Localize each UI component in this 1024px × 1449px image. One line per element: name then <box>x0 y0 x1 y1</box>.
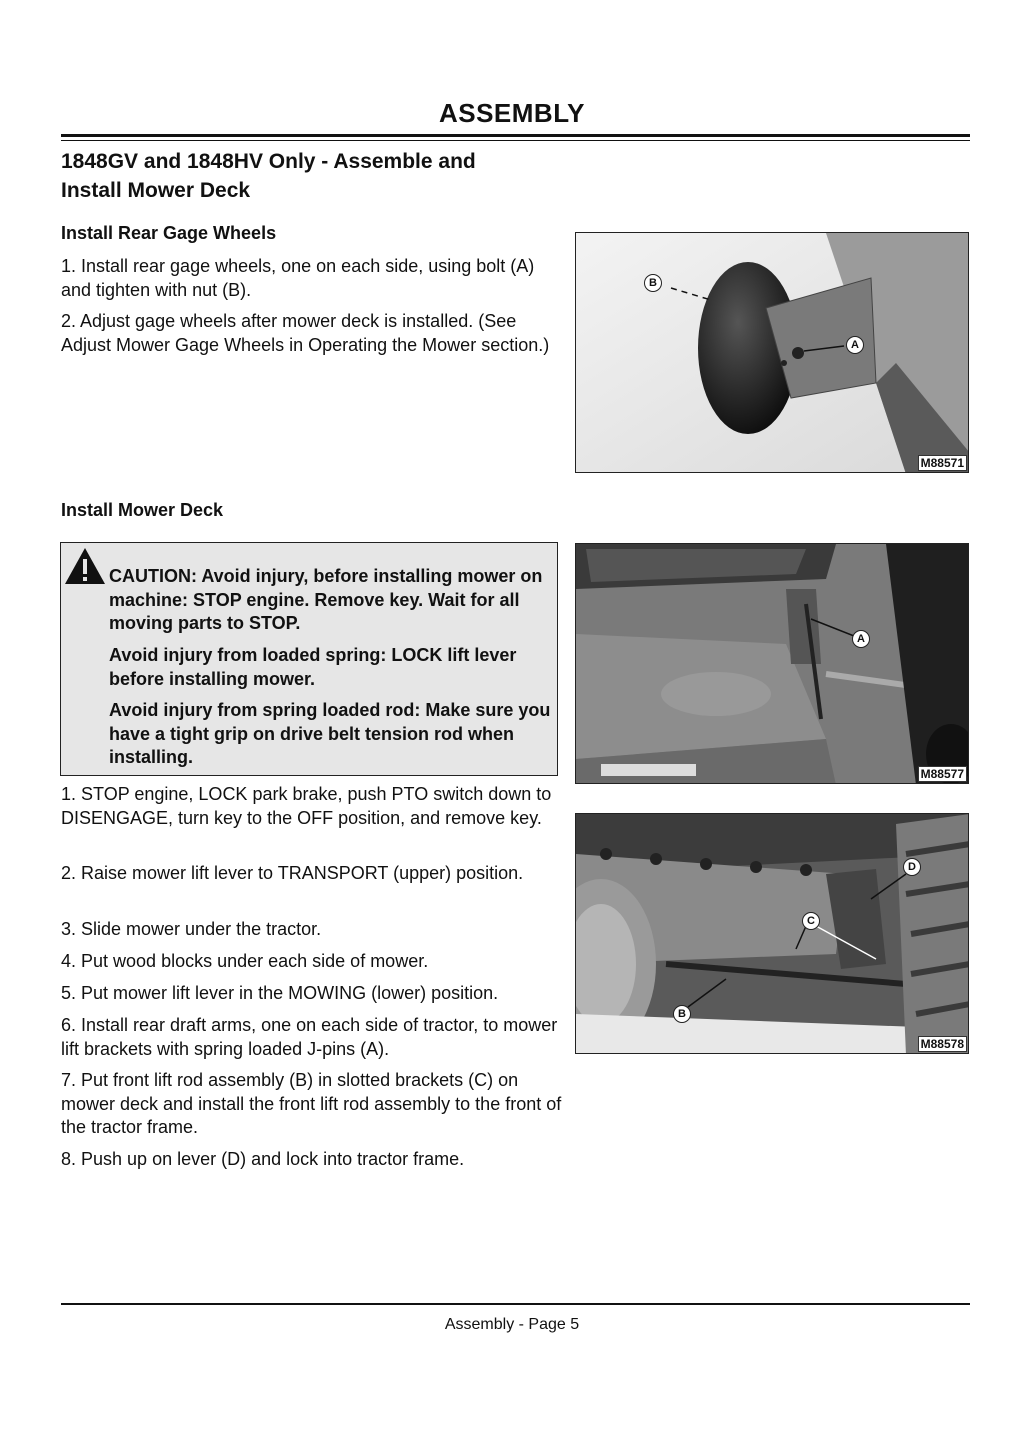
header-rule <box>61 134 970 137</box>
figure-code: M88577 <box>918 766 967 782</box>
figure-draft-arm-photo <box>575 543 969 784</box>
gage-wheel-illustration <box>576 233 969 473</box>
callout-a: A <box>846 336 864 354</box>
deck-step-7: 7. Put front lift rod assembly (B) in slotted brackets (C) on mower deck and install the front lift rod assembly to the front of the tractor frame. <box>61 1070 562 1137</box>
deck-step-3: 3. Slide mower under the tractor. <box>61 919 322 939</box>
figure-code: M88578 <box>918 1036 967 1052</box>
callout-b: B <box>644 274 662 292</box>
callout-d: D <box>903 858 921 876</box>
deck-step-4: 4. Put wood blocks under each side of mower. <box>61 951 429 971</box>
header-rule-thin <box>61 140 970 141</box>
figure-code: M88571 <box>918 455 967 471</box>
rear-wheels-step-2: 2. Adjust gage wheels after mower deck is installed. (See Adjust Mower Gage Wheels in Operating the Mower section.) <box>61 311 550 355</box>
footer-rule <box>61 1303 970 1305</box>
figure-gage-wheel-photo <box>575 232 969 473</box>
caution-text-1: CAUTION: Avoid injury, before installing mower on machine: STOP engine. Remove key. Wait for all moving parts to STOP. <box>109 566 543 633</box>
callout-c: C <box>802 912 820 930</box>
caution-text-3: Avoid injury from spring loaded rod: Make sure you have a tight grip on drive belt tension rod when installing. <box>109 700 551 767</box>
callout-b: B <box>673 1005 691 1023</box>
rear-wheels-heading: Install Rear Gage Wheels <box>61 223 277 243</box>
figure-lift-rod-photo <box>575 813 969 1054</box>
draft-arm-illustration <box>576 544 969 784</box>
callout-a: A <box>852 630 870 648</box>
deck-step-6: 6. Install rear draft arms, one on each side of tractor, to mower lift brackets with spring loaded J-pins (A). <box>61 1015 558 1059</box>
caution-box <box>60 542 558 776</box>
mower-deck-heading: Install Mower Deck <box>61 500 224 520</box>
deck-step-5: 5. Put mower lift lever in the MOWING (lower) position. <box>61 983 499 1003</box>
warning-triangle-icon <box>64 547 106 585</box>
deck-step-1: 1. STOP engine, LOCK park brake, push PTO switch down to DISENGAGE, turn key to the OFF position, and remove key. <box>61 784 552 828</box>
page-title: ASSEMBLY <box>438 98 586 128</box>
rear-wheels-step-1: 1. Install rear gage wheels, one on each side, using bolt (A) and tighten with nut (B). <box>61 256 535 300</box>
lift-rod-illustration <box>576 814 969 1054</box>
deck-step-8: 8. Push up on lever (D) and lock into tractor frame. <box>61 1149 465 1169</box>
page-footer: Assembly - Page 5 <box>444 1316 580 1333</box>
deck-step-2: 2. Raise mower lift lever to TRANSPORT (upper) position. <box>61 863 524 883</box>
caution-text-2: Avoid injury from loaded spring: LOCK lift lever before installing mower. <box>109 645 517 689</box>
section-title: 1848GV and 1848HV Only - Assemble and Install Mower Deck <box>61 150 476 202</box>
